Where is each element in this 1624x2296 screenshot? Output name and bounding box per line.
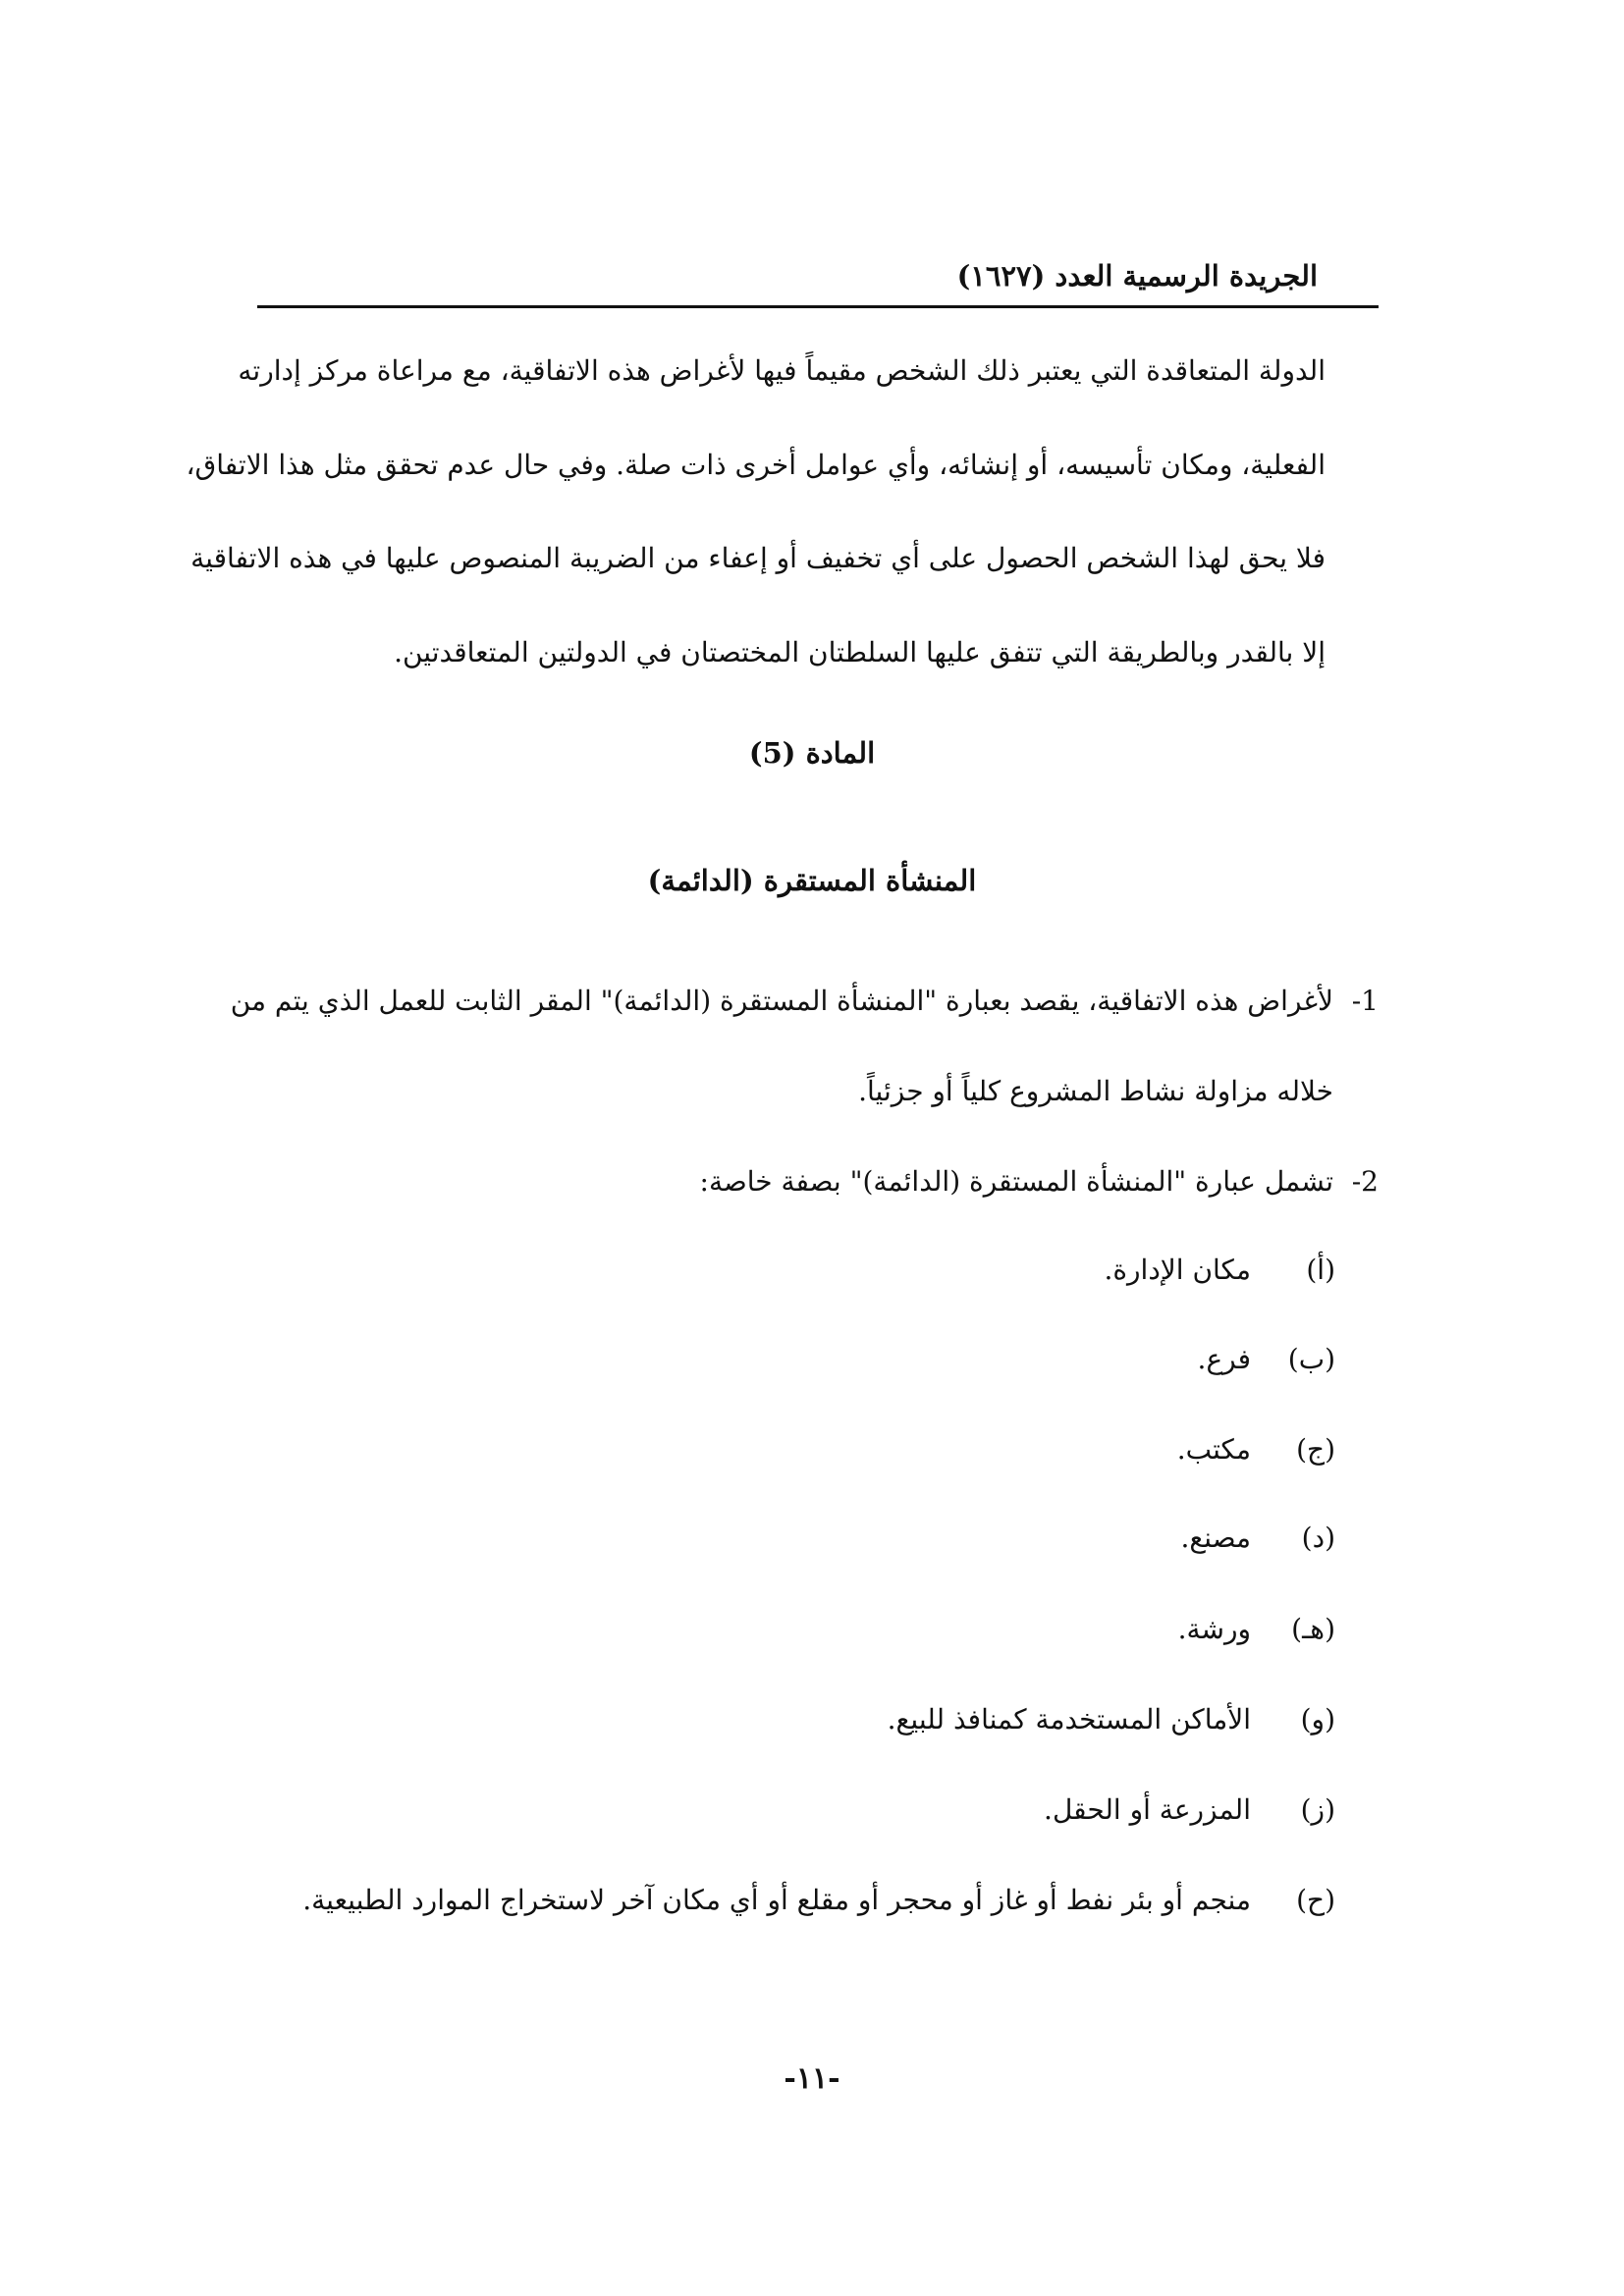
sub-item-text: الأماكن المستخدمة كمنافذ للبيع. [887,1703,1251,1735]
clause-text-line: لأغراض هذه الاتفاقية، يقصد بعبارة "المنشأة المستقرة (الدائمة)" المقر الثابت للعمل الذي يتم من [230,985,1333,1017]
sub-item-letter: (و) [1300,1703,1335,1735]
header-divider [257,305,1379,308]
article-title: المادة (5) [748,736,876,770]
page-number: -١١- [784,2061,840,2096]
article-subtitle: المنشأة المستقرة (الدائمة) [647,864,977,897]
clause-text-line: تشمل عبارة "المنشأة المستقرة (الدائمة)" بصفة خاصة: [699,1165,1333,1198]
gazette-title: الجريدة الرسمية العدد (١٦٢٧) [956,259,1318,293]
sub-item-letter: (ج) [1296,1433,1335,1466]
sub-item-text: المزرعة أو الحقل. [1044,1793,1251,1826]
sub-item-text: فرع. [1197,1343,1251,1375]
paragraph-line: الدولة المتعاقدة التي يعتبر ذلك الشخص مقيماً فيها لأغراض هذه الاتفاقية، مع مراعاة مركز إدارته [238,354,1326,387]
sub-item-text: ورشة. [1177,1613,1251,1645]
sub-item-text: مكان الإدارة. [1104,1254,1251,1286]
sub-item-letter: (ز) [1300,1793,1335,1826]
sub-item-text: مصنع. [1180,1522,1251,1554]
clause-number: 2- [1351,1165,1379,1198]
paragraph-line: فلا يحق لهذا الشخص الحصول على أي تخفيف أو إعفاء من الضريبة المنصوص عليها في هذه الاتفاقية [190,542,1326,574]
clause-text-line: خلاله مزاولة نشاط المشروع كلياً أو جزئياً. [858,1075,1333,1107]
sub-item-letter: (هـ) [1291,1613,1335,1645]
sub-item-letter: (د) [1301,1522,1335,1554]
sub-item-text: منجم أو بئر نفط أو غاز أو محجر أو مقلع أو أي مكان آخر لاستخراج الموارد الطبيعية. [302,1884,1251,1916]
page-header [257,253,1379,308]
paragraph-line: إلا بالقدر وبالطريقة التي تتفق عليها السلطتان المختصتان في الدولتين المتعاقدتين. [394,635,1326,668]
paragraph-line: الفعلية، ومكان تأسيسه، أو إنشائه، وأي عوامل أخرى ذات صلة. وفي حال عدم تحقق مثل هذا الاتفاق، [186,448,1326,481]
sub-item-letter: (ح) [1296,1884,1335,1916]
clause-number: 1- [1351,985,1379,1017]
sub-item-text: مكتب. [1176,1433,1251,1466]
sub-item-letter: (ب) [1287,1343,1335,1375]
sub-item-letter: (أ) [1306,1254,1335,1286]
continuation-paragraph [186,324,1326,699]
